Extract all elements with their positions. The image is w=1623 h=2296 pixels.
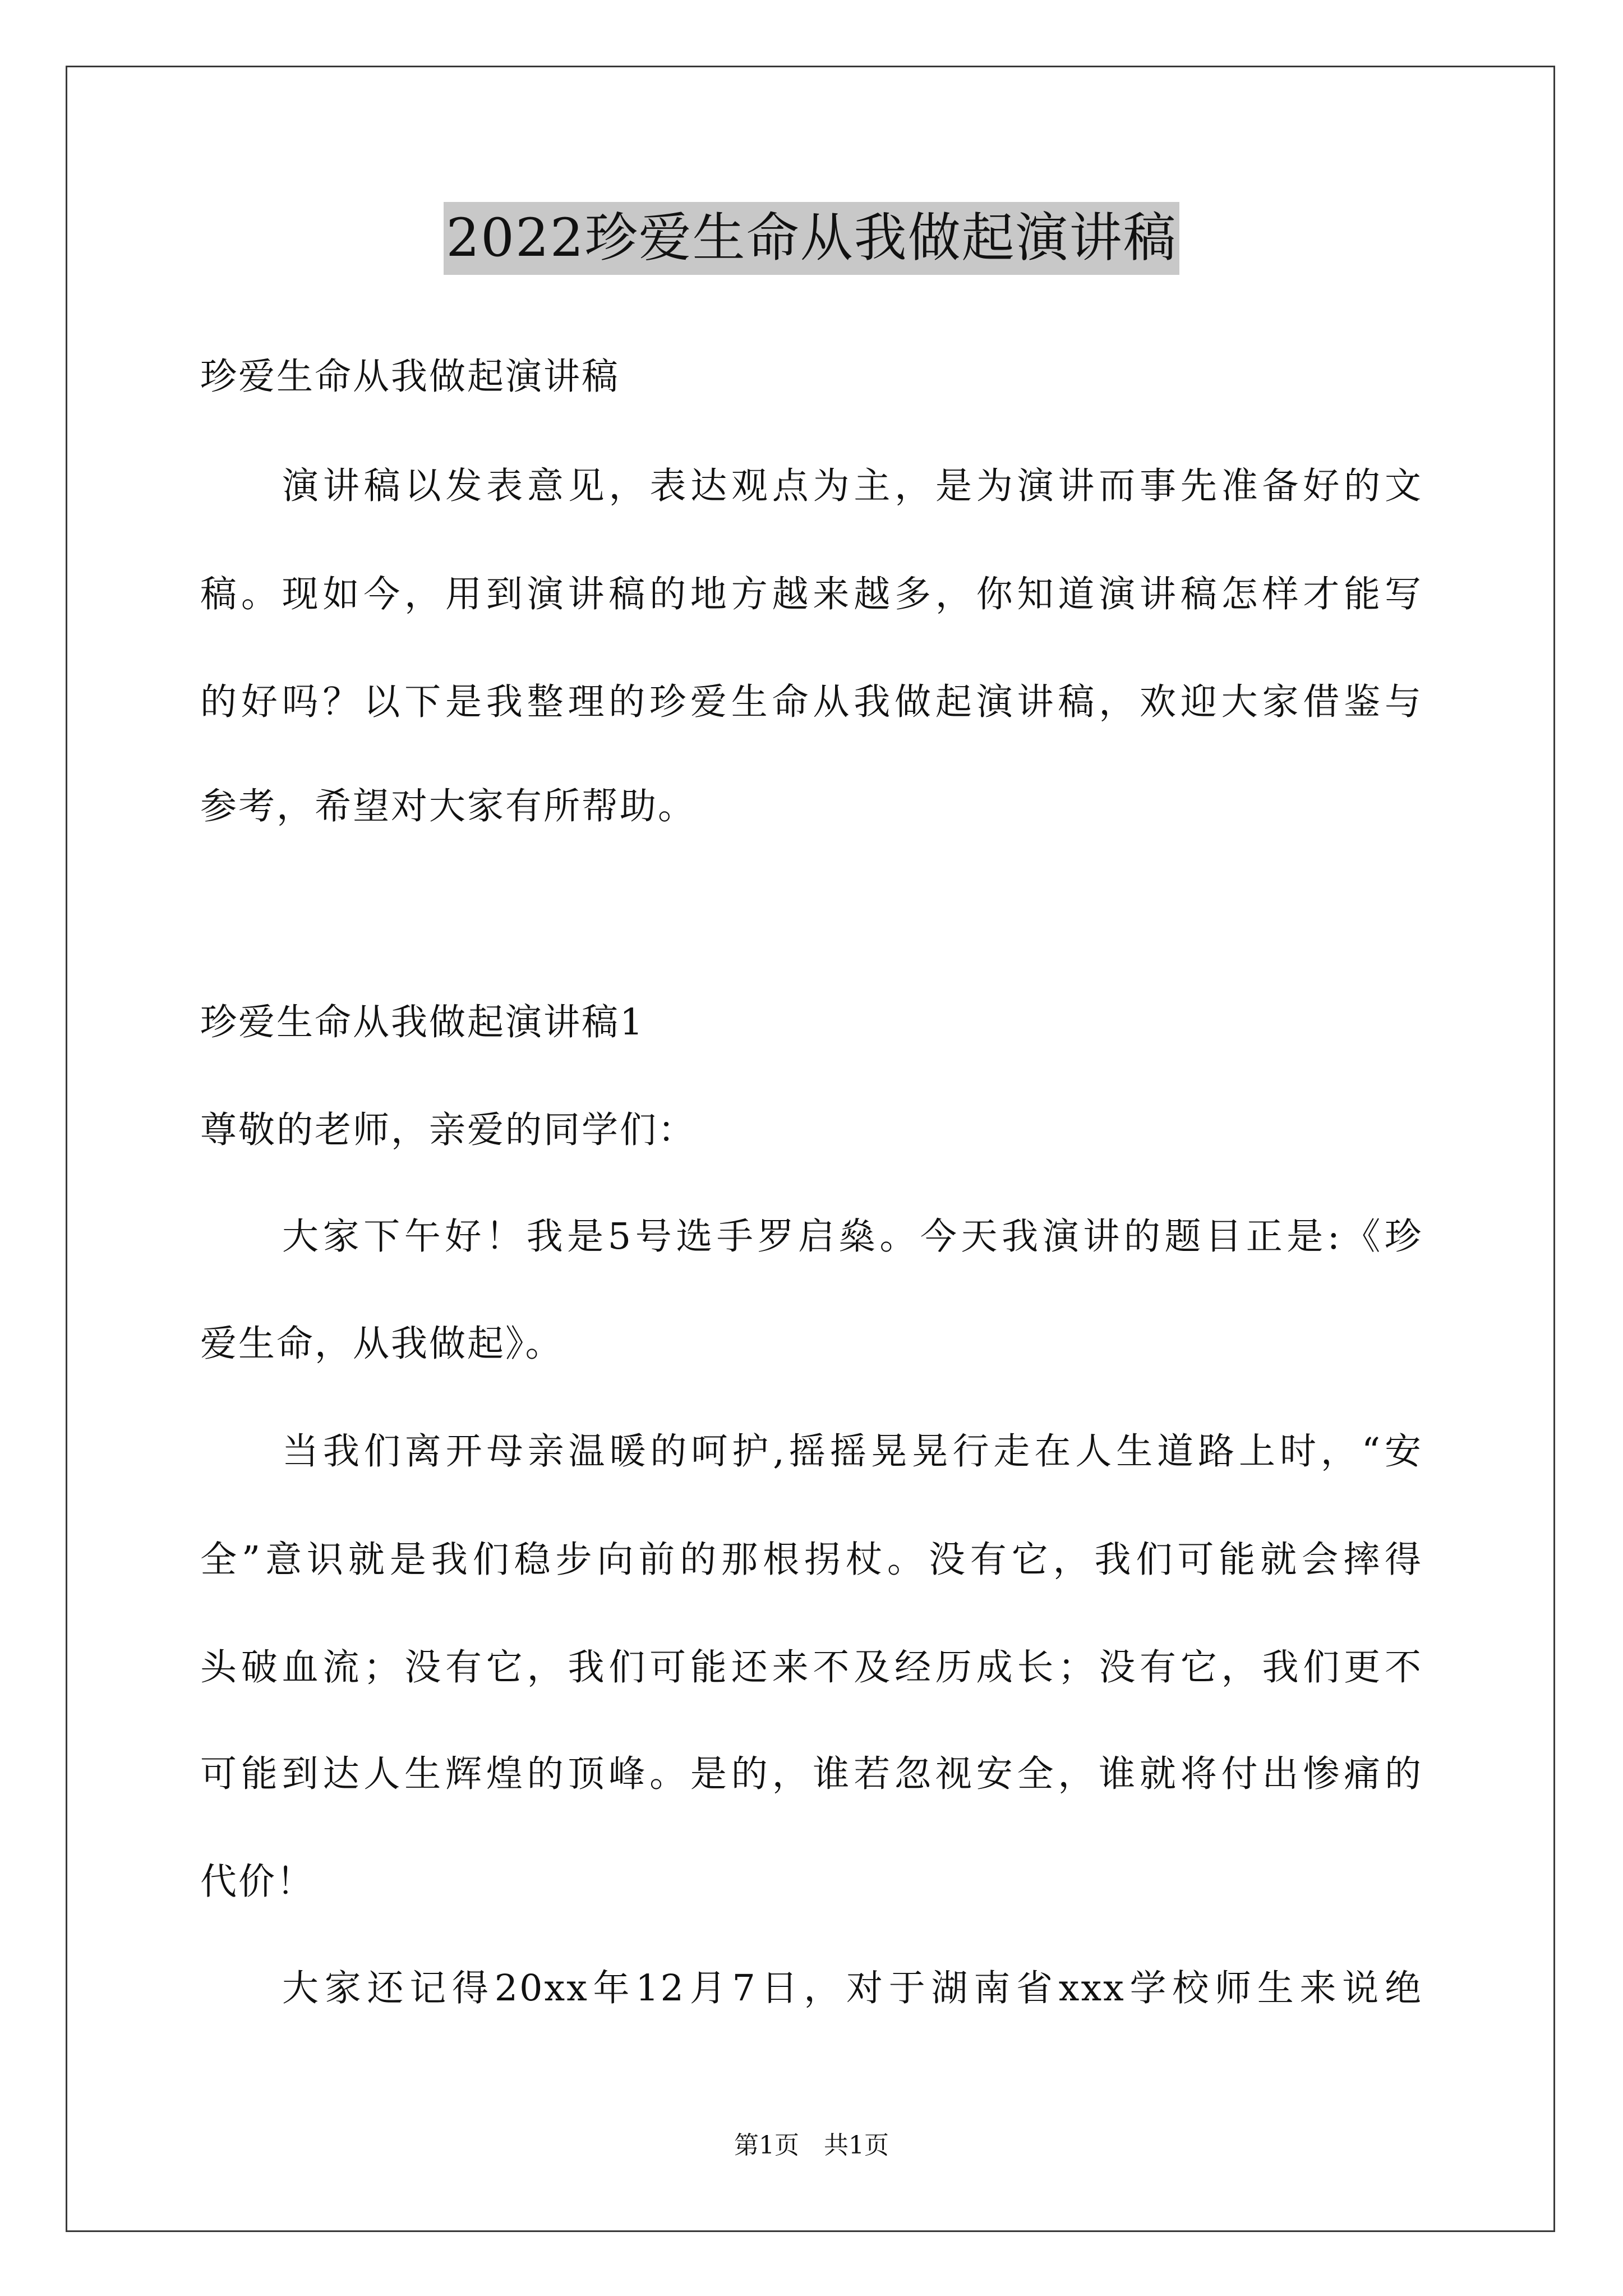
document-subtitle: 珍爱生命从我做起演讲稿: [200, 356, 620, 398]
document-title: 2022珍爱生命从我做起演讲稿: [444, 202, 1179, 275]
intro-line: 参考，希望对大家有所帮助。: [200, 785, 697, 827]
paragraph-line: 爱生命，从我做起》。: [200, 1323, 564, 1365]
paragraph-line: 大家还记得20xx年12月7日，对于湖南省xxx学校师生来说绝: [282, 1967, 1423, 2009]
intro-line: 稿。现如今，用到演讲稿的地方越来越多，你知道演讲稿怎样才能写: [200, 573, 1423, 615]
intro-line: 的好吗？以下是我整理的珍爱生命从我做起演讲稿，欢迎大家借鉴与: [200, 681, 1423, 723]
intro-line: 演讲稿以发表意见，表达观点为主，是为演讲而事先准备好的文: [282, 465, 1423, 507]
section-heading: 珍爱生命从我做起演讲稿1: [200, 1001, 645, 1043]
paragraph-line: 大家下午好！我是5号选手罗启燊。今天我演讲的题目正是:《珍: [282, 1216, 1423, 1258]
paragraph-line: 当我们离开母亲温暖的呵护,摇摇晃晃行走在人生道路上时，“安: [282, 1430, 1423, 1473]
paragraph-line: 可能到达人生辉煌的顶峰。是的，谁若忽视安全，谁就将付出惨痛的: [200, 1753, 1423, 1795]
paragraph-line: 头破血流；没有它，我们可能还来不及经历成长；没有它，我们更不: [200, 1646, 1423, 1688]
paragraph-line: 全”意识就是我们稳步向前的那根拐杖。没有它，我们可能就会摔得: [200, 1539, 1423, 1581]
title-container: [0, 202, 1623, 275]
greeting: 尊敬的老师，亲爱的同学们：: [200, 1109, 697, 1151]
page-footer: 第1页 共1页: [734, 2131, 889, 2160]
paragraph-line: 代价！: [200, 1861, 315, 1903]
